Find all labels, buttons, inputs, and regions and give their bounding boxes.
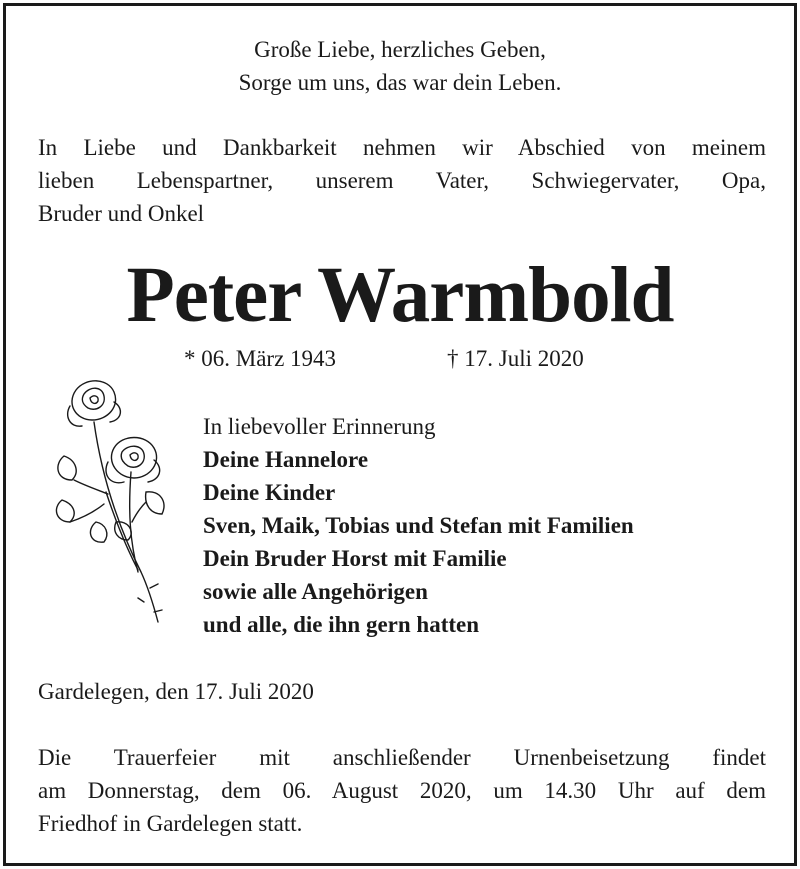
- death-date: † 17. Juli 2020: [447, 346, 584, 371]
- mourners-heading: In liebevoller Erinnerung: [203, 414, 436, 439]
- farewell-line: In Liebe und Dankbarkeit nehmen wir Abschied von meinem: [38, 135, 766, 160]
- mourner-line: Deine Kinder: [203, 480, 336, 505]
- farewell-line: Bruder und Onkel: [38, 201, 205, 226]
- mourner-line: Deine Hannelore: [203, 447, 369, 472]
- mourner-line: Sven, Maik, Tobias und Stefan mit Familien: [203, 513, 634, 538]
- mourners-block: [203, 410, 634, 641]
- deceased-name: Peter Warmbold: [126, 252, 674, 339]
- verse-line: Sorge um uns, das war dein Leben.: [238, 70, 562, 95]
- obituary-card: [3, 3, 797, 866]
- service-line: Friedhof in Gardelegen statt.: [38, 811, 303, 836]
- memorial-verse: [6, 33, 794, 99]
- mourner-line: Dein Bruder Horst mit Familie: [203, 546, 507, 571]
- rose-illustration-icon: [46, 372, 171, 628]
- mourner-line: sowie alle Angehörigen: [203, 579, 428, 604]
- mourner-line: und alle, die ihn gern hatten: [203, 612, 480, 637]
- place-date: Gardelegen, den 17. Juli 2020: [38, 679, 314, 704]
- service-line: Die Trauerfeier mit anschließender Urnenbeisetzung findet: [38, 745, 766, 770]
- verse-line: Große Liebe, herzliches Geben,: [254, 37, 546, 62]
- birth-date: * 06. März 1943: [184, 346, 337, 371]
- service-line: am Donnerstag, dem 06. August 2020, um 14.30 Uhr auf dem: [38, 778, 766, 803]
- farewell-line: lieben Lebenspartner, unserem Vater, Schwiegervater, Opa,: [38, 168, 766, 193]
- funeral-service-info: [38, 741, 766, 840]
- farewell-text: [38, 131, 766, 230]
